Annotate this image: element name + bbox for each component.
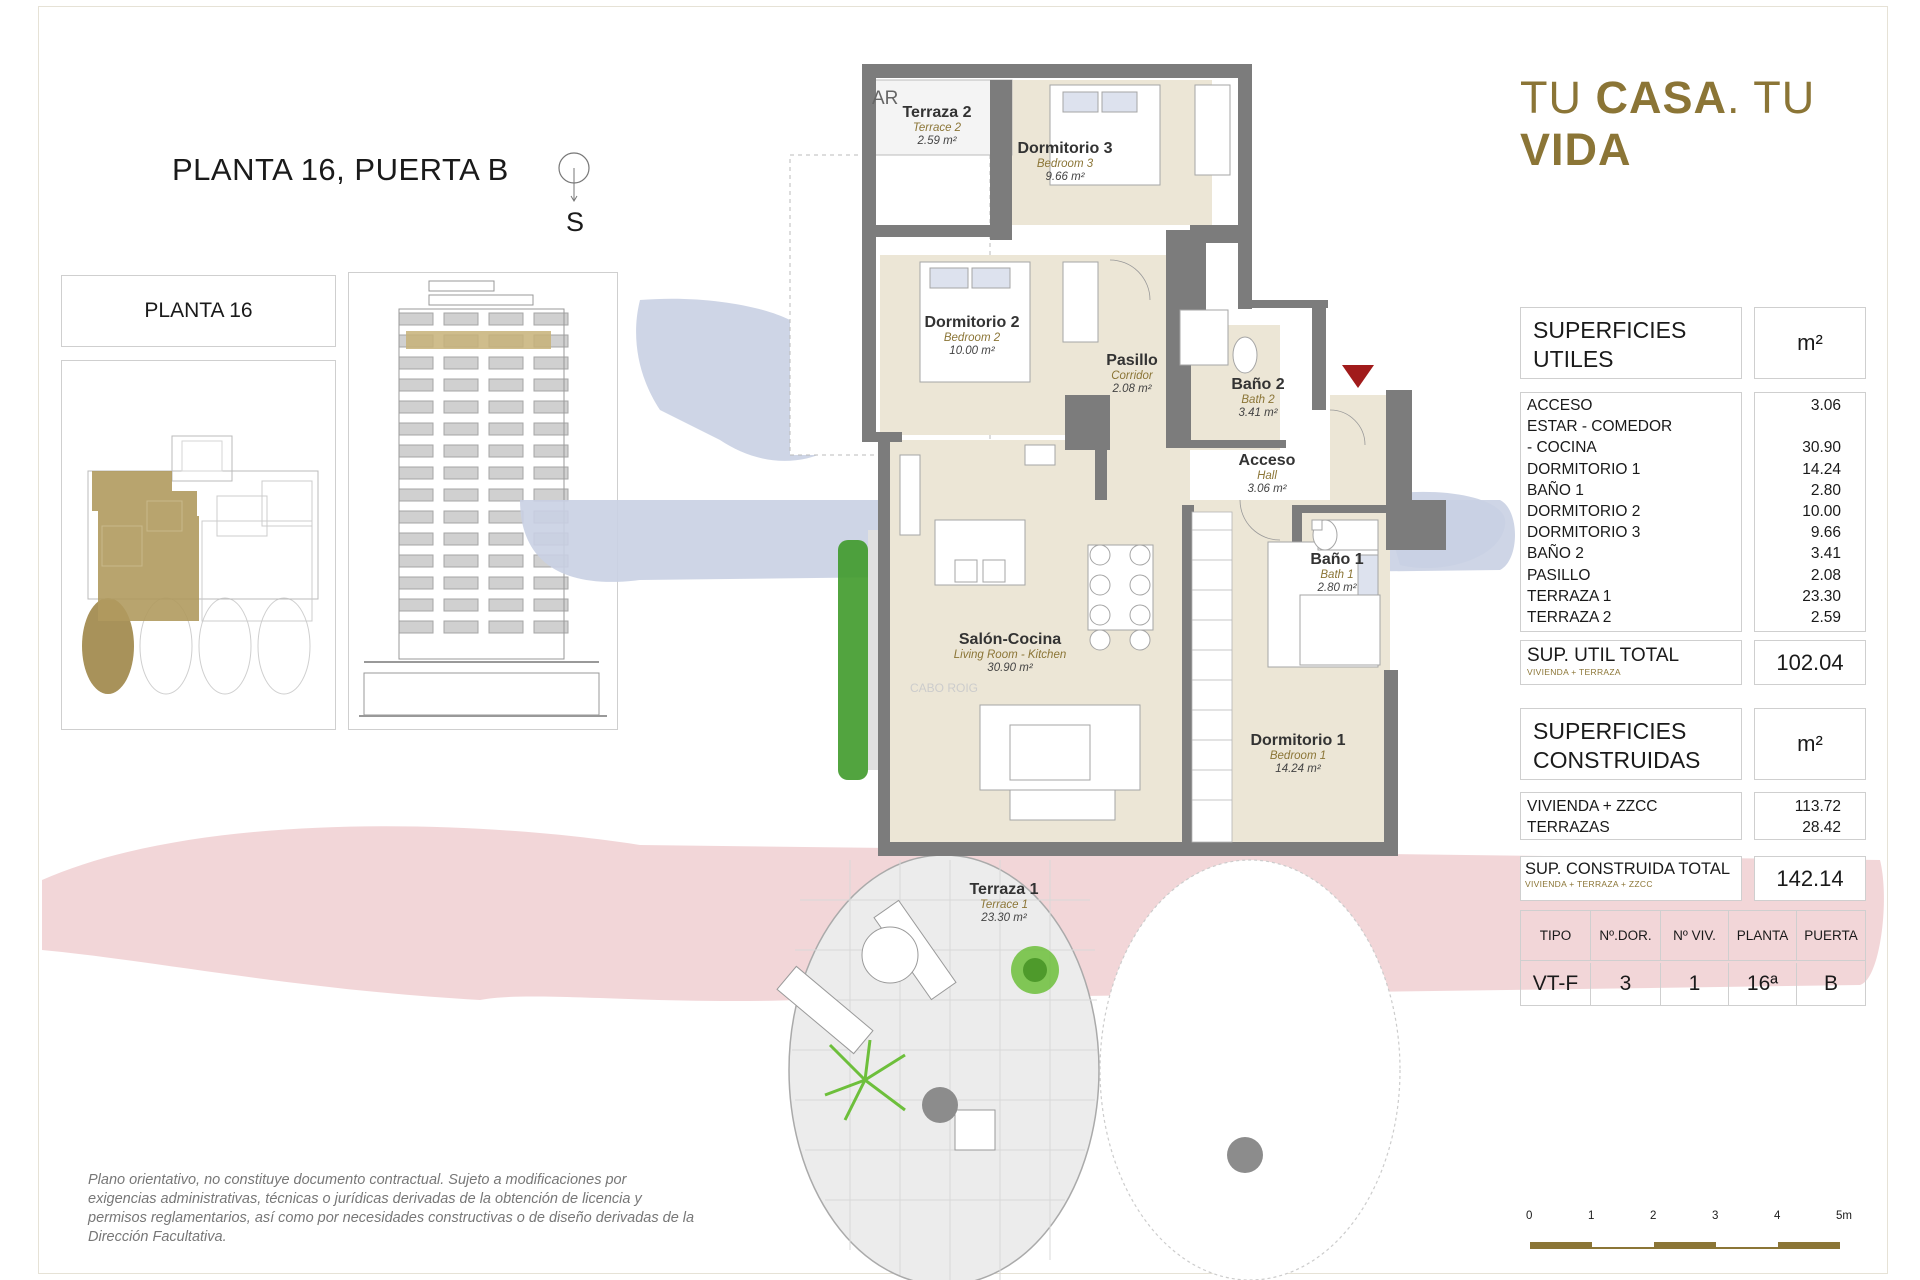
table-icon [1227, 1137, 1263, 1173]
plant-icon [1011, 946, 1059, 994]
hedge-icon [838, 540, 868, 780]
utiles-label: TERRAZA 1 [1527, 587, 1612, 605]
utiles-total-value: 102.04 [1754, 640, 1866, 685]
construidas-total-value: 142.14 [1754, 856, 1866, 901]
room-name-en: Terrace 1 [979, 899, 1029, 911]
disclaimer: Plano orientativo, no constituye documento contractual. Sujeto a modificaciones por exigencias administrativas, técnicas o jurídicas derivadas de la obtención de licencia y permisos reglamentarios, así como por necesidades constructivas o de diseño derivadas de la Dirección Facultativa. [88, 1172, 695, 1245]
construidas-header [1520, 708, 1742, 780]
tipo-header: PLANTA [1729, 911, 1797, 961]
tipo-value: 3 [1591, 963, 1661, 1005]
utiles-total-label-box [1520, 640, 1742, 685]
scale-segment [1716, 1247, 1778, 1249]
room-name-en: Bedroom 3 [1036, 158, 1094, 170]
room-name-en: Corridor [1111, 370, 1153, 382]
tipo-header: Nº.DOR. [1591, 911, 1661, 961]
terrace-1-shape [789, 855, 1099, 1280]
room-area: 2.80 m² [1317, 582, 1357, 594]
utiles-values [1802, 395, 1841, 628]
utiles-value: 3.41 [1810, 545, 1841, 563]
ar-label: AR [872, 88, 899, 109]
utiles-value: 2.59 [1810, 609, 1841, 627]
page-title: PLANTA 16, PUERTA B [172, 152, 509, 187]
scale-tick-label: 1 [1588, 1210, 1595, 1222]
scale-tick-label: 4 [1774, 1210, 1781, 1222]
construidas-header-line-1: SUPERFICIES [1533, 718, 1687, 744]
room-area: 30.90 m² [987, 662, 1033, 674]
scale-tick-label: 3 [1712, 1210, 1719, 1222]
room-name: Acceso [1238, 452, 1296, 469]
utiles-header-line-1: SUPERFICIES [1533, 317, 1687, 343]
construidas-total-sub: VIVIENDA + TERRAZA + ZZCC [1525, 879, 1653, 889]
construidas-total-label: SUP. CONSTRUIDA TOTAL [1525, 860, 1731, 878]
scale-segment [1592, 1247, 1654, 1249]
construidas-values [1795, 796, 1841, 838]
utiles-label: DORMITORIO 3 [1527, 524, 1641, 542]
utiles-label: BAÑO 2 [1527, 545, 1584, 563]
construidas-values-box [1754, 792, 1866, 840]
tipo-header: TIPO [1521, 911, 1591, 961]
utiles-unit: m² [1754, 307, 1866, 379]
utiles-label: ESTAR - COMEDOR [1527, 418, 1673, 436]
tipo-value: 1 [1661, 963, 1729, 1005]
utiles-label: BAÑO 1 [1527, 481, 1584, 499]
table-icon [922, 1087, 958, 1123]
room-name: Dormitorio 3 [1017, 140, 1113, 157]
tipo-value: 16ª [1729, 963, 1797, 1005]
tipo-value: B [1823, 972, 1838, 995]
room-area: 14.24 m² [1275, 763, 1321, 775]
room-name: Dormitorio 1 [1250, 732, 1346, 749]
utiles-value: 3.06 [1810, 397, 1841, 414]
construidas-label: VIVIENDA + ZZCC [1527, 798, 1658, 815]
room-name: Baño 1 [1310, 551, 1364, 568]
utiles-label: DORMITORIO 1 [1527, 460, 1641, 478]
room-area: 10.00 m² [949, 345, 995, 357]
utiles-header [1520, 307, 1742, 379]
entrance-arrow-icon [1342, 365, 1374, 388]
room-name-en: Bedroom 1 [1269, 750, 1327, 762]
construidas-labels [1527, 796, 1658, 838]
brand-slogan: TU CASA. TU VIDA [1520, 72, 1816, 175]
construidas-label: TERRAZAS [1527, 819, 1610, 836]
watermark: CABO ROIG [910, 681, 979, 695]
room-name-en: Bedroom 2 [943, 332, 1001, 344]
utiles-value: 9.66 [1810, 524, 1841, 542]
utiles-value: 10.00 [1802, 503, 1841, 521]
utiles-total-label: SUP. UTIL TOTAL [1527, 645, 1680, 666]
compass-label: S [566, 207, 585, 237]
tipo-table [1520, 910, 1866, 1006]
room-name: Terraza 2 [902, 104, 972, 121]
construidas-unit: m² [1754, 708, 1866, 780]
construidas-header-line-2: CONSTRUIDAS [1533, 747, 1701, 773]
room-name: Dormitorio 2 [924, 314, 1020, 331]
scale-tick-label: 5m [1836, 1210, 1852, 1222]
tipo-value: VT-F [1521, 963, 1591, 1005]
room-area: 2.59 m² [917, 135, 957, 147]
utiles-value: 2.80 [1810, 481, 1841, 499]
utiles-label: DORMITORIO 2 [1527, 503, 1641, 521]
room-name: Pasillo [1106, 352, 1158, 369]
utiles-labels-box [1520, 392, 1742, 632]
scale-segment [1530, 1242, 1592, 1249]
scale-tick-label: 2 [1650, 1210, 1657, 1222]
room-name-en: Living Room - Kitchen [953, 649, 1067, 661]
room-name: Baño 2 [1231, 376, 1285, 393]
scale-segment [1778, 1242, 1840, 1249]
construidas-total-label-box [1520, 856, 1742, 901]
room-name-en: Terrace 2 [912, 122, 962, 134]
construidas-value: 113.72 [1794, 798, 1841, 815]
construidas-value: 28.42 [1802, 819, 1841, 836]
key-plan-label: PLANTA 16 [144, 299, 253, 322]
neighbour-terrace-shape [1100, 860, 1400, 1280]
utiles-label: - COCINA [1527, 439, 1597, 457]
tipo-header: Nº VIV. [1661, 911, 1729, 961]
construidas-labels-box [1520, 792, 1742, 840]
utiles-values-box [1754, 392, 1866, 632]
room-name: Salón-Cocina [958, 631, 1062, 648]
room-area: 3.06 m² [1247, 483, 1287, 495]
utiles-value [1802, 416, 1841, 437]
utiles-value: 30.90 [1802, 439, 1841, 457]
room-name-en: Hall [1257, 470, 1277, 482]
room-name-en: Bath 1 [1320, 569, 1354, 581]
scale-segment [1654, 1242, 1716, 1249]
utiles-header-line-2: UTILES [1533, 346, 1614, 372]
room-name: Terraza 1 [969, 881, 1039, 898]
utiles-total-sub: VIVIENDA + TERRAZA [1527, 667, 1621, 677]
utiles-label: ACCESO [1527, 397, 1593, 414]
room-area: 2.08 m² [1112, 383, 1152, 395]
room-area: 3.41 m² [1238, 407, 1278, 419]
utiles-value: 23.30 [1802, 587, 1841, 605]
room-name-en: Bath 2 [1241, 394, 1275, 406]
room-area: 23.30 m² [981, 912, 1027, 924]
scale-tick-label: 0 [1526, 1210, 1533, 1222]
tipo-header: PUERTA [1797, 911, 1865, 961]
utiles-value: 14.24 [1802, 460, 1841, 478]
utiles-label: TERRAZA 2 [1527, 609, 1612, 627]
utiles-labels [1527, 395, 1672, 628]
room-area: 9.66 m² [1045, 171, 1085, 183]
wardrobe [1192, 512, 1232, 842]
utiles-value: 2.08 [1810, 566, 1841, 584]
utiles-label: PASILLO [1527, 566, 1591, 584]
